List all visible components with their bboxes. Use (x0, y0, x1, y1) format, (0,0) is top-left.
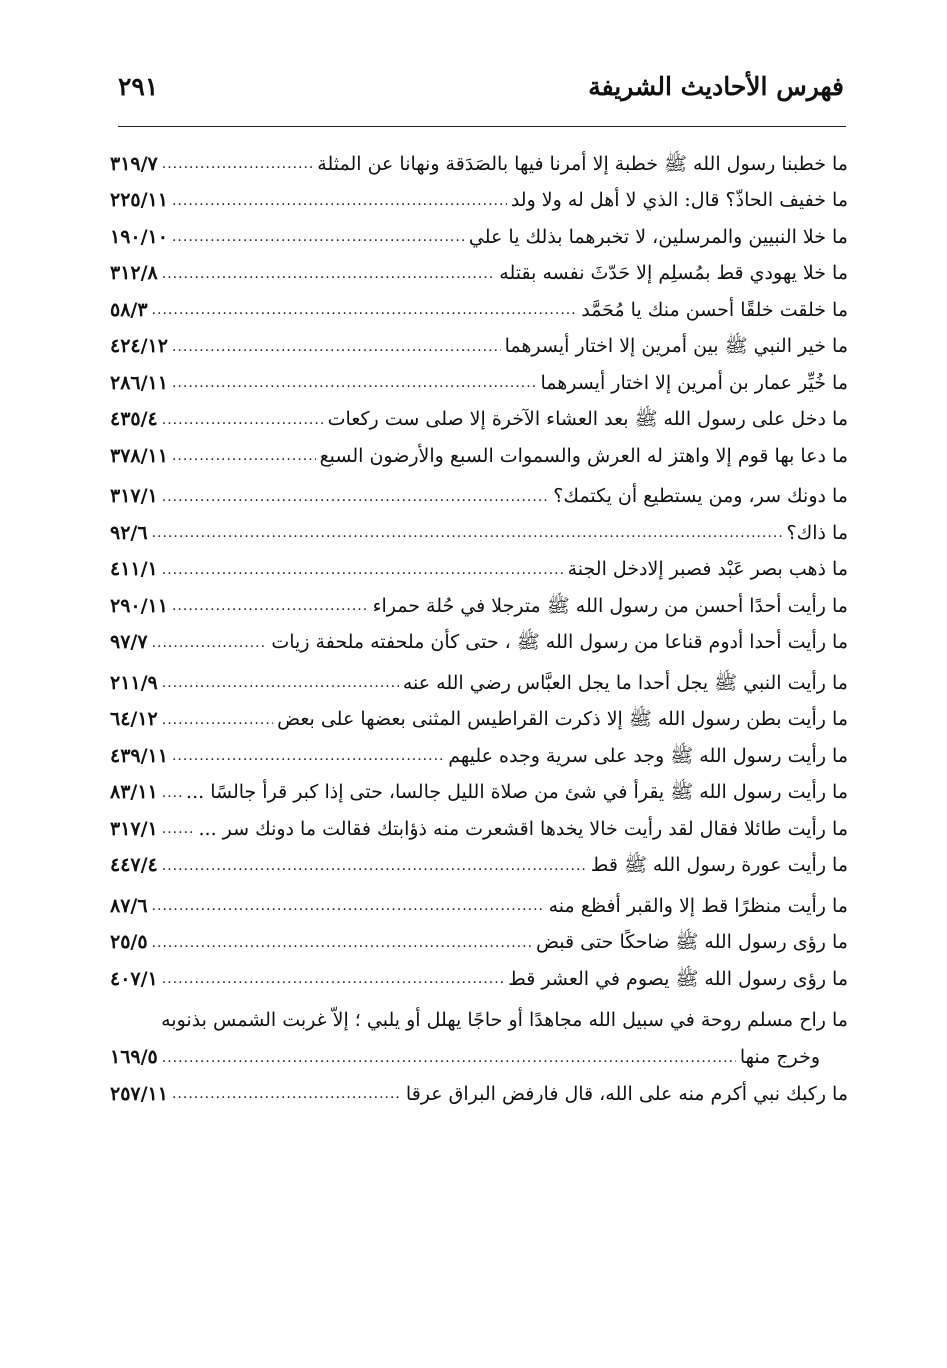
index-entry (110, 665, 848, 702)
dot-leader (152, 936, 532, 950)
entry-text: ما رأيت أحدا أدوم قناعا من رسول الله ﷺ ، حتى كأن ملحفته ملحفة زيات (271, 631, 848, 654)
entry-text: ما ذاك؟ (786, 521, 848, 544)
index-entry (110, 888, 848, 925)
entry-text: وخرج منها (739, 1046, 820, 1069)
entry-reference: ٤٣٩/١١ (110, 744, 168, 767)
index-entry (110, 479, 848, 516)
entry-text: ما رأيت بطن رسول الله ﷺ إلا ذكرت القراطيس المثنى بعضها على بعض (277, 708, 848, 731)
entry-text: ما ذهب بصر عَبْد فصبر إلادخل الجنة (567, 558, 848, 581)
entry-reference: ٥٨/٣ (110, 298, 148, 321)
entry-text: ما خفيف الحاذّ؟ قال: الذي لا أهل له ولا ولد (510, 189, 848, 212)
entry-text: ما رأيت النبي ﷺ يجل أحدا ما يجل العبَّاس رضي الله عنه (402, 671, 848, 694)
dot-leader (162, 859, 587, 873)
entry-reference: ٢٨٦/١١ (110, 371, 168, 394)
index-entry (110, 588, 848, 625)
hadith-index-list (110, 146, 848, 1113)
index-entry (110, 961, 848, 998)
dot-leader (152, 636, 268, 650)
dot-leader (172, 449, 316, 463)
entry-reference: ٢٥/٥ (110, 931, 148, 954)
entry-reference: ٢١١/٩ (110, 671, 158, 694)
page-number: ٢٩١ (118, 72, 159, 101)
dot-leader (172, 194, 507, 208)
entry-text: ما ركبك نبي أكرم منه على الله، قال فارفض البراق عرقا (405, 1082, 848, 1105)
entry-reference: ٣١٧/١ (110, 817, 158, 840)
page-title: فهرس الأحاديث الشريفة (588, 72, 844, 101)
entry-text: ما دونك سر، ومن يستطيع أن يكتمك؟ (553, 485, 848, 508)
dot-leader (162, 157, 314, 171)
index-entry (110, 329, 848, 366)
index-entry (110, 738, 848, 775)
dot-leader (162, 972, 504, 986)
dot-leader (172, 376, 536, 390)
entry-text: ما خلقت خلقًا أحسن منك يا مُحَمَّد (581, 298, 848, 321)
index-entry (110, 702, 848, 739)
dot-leader (172, 749, 444, 763)
dot-leader (162, 490, 550, 504)
dot-leader (152, 526, 783, 540)
entry-reference: ٤٠٧/١ (110, 967, 158, 990)
entry-text: ما خلا النبيين والمرسلين، لا تخبرهما بذلك يا علي (468, 225, 848, 248)
index-entry (110, 515, 848, 552)
dot-leader (172, 340, 501, 354)
entry-text: ما خلا يهودي قط بمُسلِم إلا حَدّثَ نفسه بقتله (499, 262, 848, 285)
entry-reference: ٢٢٥/١١ (110, 189, 168, 212)
entry-reference: ٣١٧/١ (110, 485, 158, 508)
entry-reference: ٢٩٠/١١ (110, 594, 168, 617)
entry-text: ما رؤى رسول الله ﷺ يصوم في العشر قط (508, 967, 848, 990)
index-entry (110, 552, 848, 589)
index-entry (110, 219, 848, 256)
entry-reference: ١٩٠/١٠ (110, 225, 168, 248)
entry-text: ما رأيت رسول الله ﷺ وجد على سرية وجده عليهم (448, 744, 848, 767)
entry-reference: ٣١٢/٨ (110, 262, 158, 285)
entry-text: ما رأيت منظرًا قط إلا والقبر أفظع منه (548, 894, 848, 917)
index-entry (110, 1076, 848, 1113)
entry-text: ما دعا بها قوم إلا واهتز له العرش والسموات السبع والأرضون السبع (319, 444, 848, 467)
index-entry (110, 625, 848, 662)
page-header (118, 72, 844, 112)
entry-text: ما راح مسلم روحة في سبيل الله مجاهدًا أو حاجًا يهلل أو يلبي ؛ إلاّ غربت الشمس بذنوبه (161, 1009, 848, 1031)
dot-leader (162, 267, 496, 281)
dot-leader (152, 303, 578, 317)
entry-reference: ٣١٩/٧ (110, 152, 158, 175)
index-entry-multiline (110, 1002, 848, 1040)
entry-text: ما رأيت عورة رسول الله ﷺ قط (590, 854, 848, 877)
index-entry (110, 402, 848, 439)
entry-reference: ٦٤/١٢ (110, 708, 158, 731)
dot-leader (162, 786, 182, 800)
index-entry (110, 146, 848, 183)
dot-leader (172, 1087, 402, 1101)
dot-leader (172, 230, 465, 244)
entry-reference: ٨٣/١١ (110, 781, 158, 804)
entry-text: ما رأيت أحدًا أحسن من رسول الله ﷺ مترجلا في حُلة حمراء (372, 594, 848, 617)
entry-text: ما خُيِّر عمار بن أمرين إلا اختار أيسرهما (540, 371, 848, 394)
index-entry (110, 292, 848, 329)
entry-reference: ٩٧/٧ (110, 631, 148, 654)
dot-leader (162, 713, 273, 727)
entry-reference: ١٦٩/٥ (110, 1046, 158, 1069)
entry-text: ما خير النبي ﷺ بين أمرين إلا اختار أيسرهما (504, 335, 848, 358)
entry-reference: ٤٣٥/٤ (110, 408, 158, 431)
dot-leader (172, 599, 369, 613)
index-entry-continuation (110, 1040, 848, 1077)
index-entry (110, 848, 848, 885)
header-divider (118, 126, 846, 127)
dot-leader (162, 563, 564, 577)
entry-reference: ٢٥٧/١١ (110, 1082, 168, 1105)
dot-leader (162, 676, 399, 690)
entry-text: ما رؤى رسول الله ﷺ ضاحكًا حتى قبض (535, 931, 848, 954)
dot-leader (162, 413, 324, 427)
entry-text: ما دخل على رسول الله ﷺ بعد العشاء الآخرة إلا صلى ست ركعات (327, 408, 848, 431)
entry-reference: ٩٢/٦ (110, 521, 148, 544)
index-entry (110, 925, 848, 962)
dot-leader (152, 899, 545, 913)
index-entry (110, 183, 848, 220)
entry-text: ما رأيت طائلا فقال لقد رأيت خالا يخدها اقشعرت منه ذؤابتك فقالت ما دونك سر ... (198, 817, 848, 840)
index-entry (110, 775, 848, 812)
entry-reference: ٤٢٤/١٢ (110, 335, 168, 358)
entry-reference: ٨٧/٦ (110, 894, 148, 917)
index-entry (110, 811, 848, 848)
entry-text: ما رأيت رسول الله ﷺ يقرأ في شئ من صلاة الليل جالسا، حتى إذا كبر قرأ جالسًا ... (186, 781, 848, 804)
entry-reference: ٤٤٧/٤ (110, 854, 158, 877)
index-entry (110, 365, 848, 402)
index-entry (110, 256, 848, 293)
index-entry (110, 438, 848, 475)
entry-text: ما خطبنا رسول الله ﷺ خطبة إلا أمرنا فيها بالصَدَقة ونهانا عن المثلة (317, 152, 848, 175)
dot-leader (162, 822, 195, 836)
entry-reference: ٣٧٨/١١ (110, 444, 168, 467)
dot-leader (162, 1051, 736, 1065)
entry-reference: ٤١١/١ (110, 558, 158, 581)
